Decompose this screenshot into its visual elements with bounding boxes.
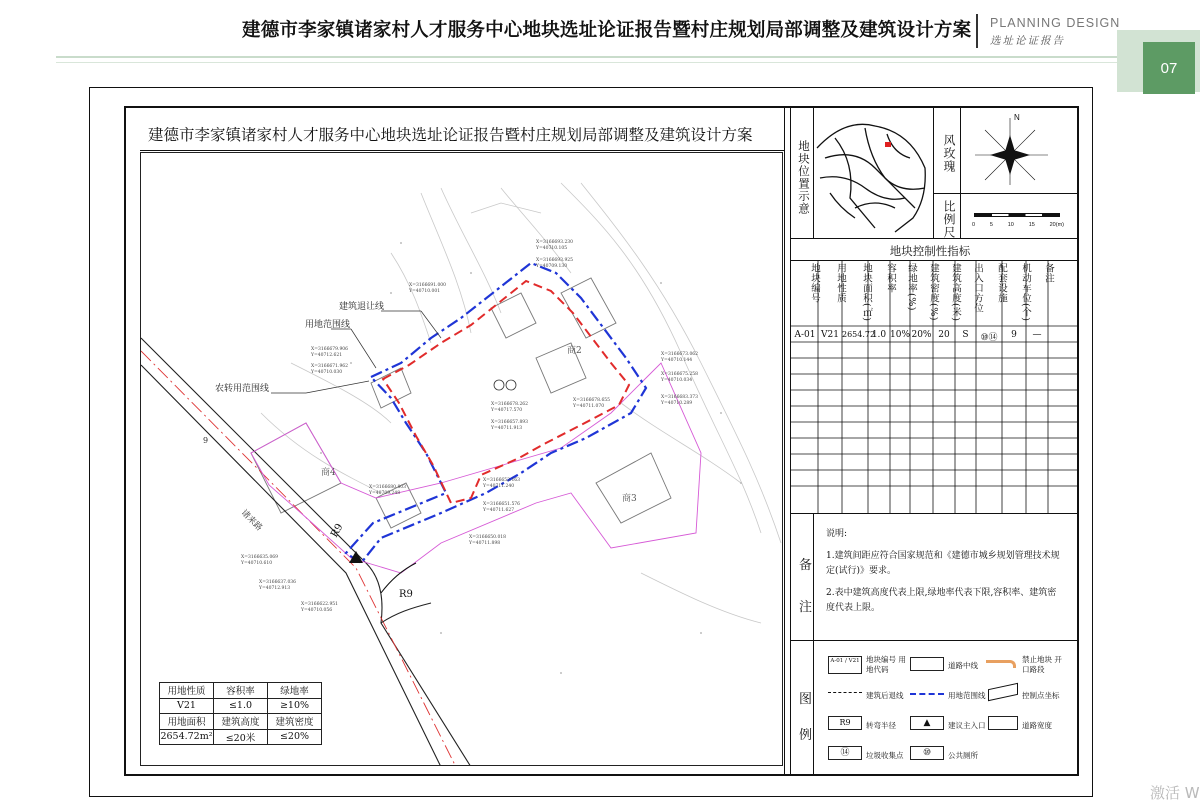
control-header: 建筑密度(%): [928, 263, 939, 321]
summary-cell: ≤20%: [268, 729, 322, 745]
control-value: 9: [1011, 330, 1017, 340]
scale-label: 比例尺: [942, 200, 956, 239]
control-header: 备注: [1043, 263, 1054, 283]
control-value: V21: [821, 330, 839, 340]
notes-body: [826, 527, 1061, 617]
summary-cell: 容积率: [214, 683, 268, 699]
location-label: 地块位置示意: [797, 140, 811, 215]
summary-cell: V21: [160, 698, 214, 714]
header-rule-thin: [56, 62, 1126, 63]
svg-text:X=3166679.906: X=3166679.906: [311, 347, 349, 352]
svg-text:X=3166678.655: X=3166678.655: [573, 398, 611, 403]
svg-text:X=3166693.230: X=3166693.230: [536, 240, 574, 245]
svg-text:X=3166637.036: X=3166637.036: [259, 580, 297, 585]
svg-text:X=3166651.576: X=3166651.576: [483, 502, 521, 507]
label-site-boundary: 用地范围线: [305, 320, 351, 330]
svg-text:Y=40712.913: Y=40712.913: [259, 586, 291, 591]
notes-label: 备注: [799, 558, 813, 615]
wind-rose-label: 风玫瑰: [942, 134, 956, 173]
legend-symbol-entrance: ▲: [910, 716, 944, 730]
svg-text:Y=40711.070: Y=40711.070: [573, 404, 605, 409]
control-value: ⑩⑭: [980, 333, 998, 343]
svg-text:Y=40710.001: Y=40710.001: [409, 289, 441, 294]
svg-text:Y=40710.610: Y=40710.610: [241, 561, 273, 566]
site-marker: [885, 142, 891, 147]
svg-text:Y=40712.621: Y=40712.621: [311, 353, 343, 358]
activation-watermark: 激活 W: [1150, 784, 1200, 802]
control-header: 建筑高度(米): [950, 263, 961, 322]
svg-text:Y=40710.144: Y=40710.144: [661, 358, 693, 363]
summary-cell: 建筑高度: [214, 714, 268, 730]
control-header: 出入口方位: [972, 263, 983, 313]
scale-tick: 15: [1028, 222, 1035, 228]
svg-text:Y=40711.240: Y=40711.240: [483, 484, 515, 489]
legend-symbol-no-entry: [986, 660, 1016, 668]
svg-text:X=3166693.925: X=3166693.925: [536, 258, 574, 263]
title-divider: [140, 150, 785, 151]
svg-text:X=3166650.018: X=3166650.018: [469, 535, 507, 540]
note-item: 2.表中建筑高度代表上限,绿地率代表下限,容积率、建筑密度代表上限。: [826, 587, 1057, 613]
legend-text: 建议主入口: [948, 721, 986, 730]
label-conversion-boundary: 农转用范围线: [215, 384, 270, 394]
panel-rule: [813, 513, 814, 776]
legend-text: 垃圾收集点: [866, 751, 904, 760]
legend-symbol-radius: R9: [828, 716, 862, 730]
page-header-title: 建德市李家镇诸家村人才服务中心地块选址论证报告暨村庄规划局部调整及建筑设计方案: [242, 20, 972, 41]
legend-symbol-garbage: ⑭: [828, 746, 862, 760]
panel-rule: [933, 106, 934, 238]
svg-text:Y=40711.627: Y=40711.627: [483, 508, 515, 513]
label-setback: 建筑退让线: [339, 302, 385, 312]
panel-rule: [813, 106, 814, 238]
label-building-2: 商2: [567, 346, 582, 356]
scale-tick: 5: [989, 222, 993, 228]
control-header: 地块编号: [809, 263, 820, 303]
site-plan: [140, 152, 783, 766]
road-width-label: 9: [203, 436, 209, 445]
legend-text: 转弯半径: [866, 721, 896, 730]
svg-text:X=3166680.803: X=3166680.803: [369, 485, 407, 490]
legend-text: 建筑后退线: [866, 691, 904, 700]
existing-buildings: [251, 278, 671, 528]
north-arrow-icon: [970, 110, 1060, 190]
svg-text:Y=40710.030: Y=40710.030: [311, 370, 343, 375]
control-value: A-01: [794, 330, 816, 340]
svg-text:X=3166657.893: X=3166657.893: [491, 420, 529, 425]
header-separator: [976, 14, 978, 48]
legend-text: 道路中线: [948, 661, 978, 670]
svg-text:Y=40711.898: Y=40711.898: [469, 541, 501, 546]
svg-text:Y=40717.570: Y=40717.570: [491, 408, 523, 413]
control-value: 10%: [890, 330, 911, 340]
svg-text:X=3166671.962: X=3166671.962: [311, 364, 349, 369]
summary-cell: ≤1.0: [214, 698, 268, 714]
label-radius-a: R9: [329, 521, 346, 540]
scale-tick: 20(m): [1049, 222, 1064, 228]
scale-tick: 10: [1007, 222, 1014, 228]
svg-text:X=3166622.951: X=3166622.951: [301, 602, 339, 607]
summary-cell: 绿地率: [268, 683, 322, 699]
location-map: [815, 108, 931, 236]
legend-symbol-setback: [828, 692, 862, 696]
panel-rule: [960, 106, 961, 238]
legend-text: 公共厕所: [948, 751, 978, 760]
scale-bar: [974, 213, 1060, 217]
summary-cell: 用地性质: [160, 683, 214, 699]
garbage-marker: [506, 380, 516, 390]
legend-symbol-toilet: ⑩: [910, 746, 944, 760]
summary-cell: ≥10%: [268, 698, 322, 714]
label-building-4: 商4: [321, 468, 336, 478]
control-header: 机动车位(个): [1020, 263, 1031, 322]
control-table-title: 地块控制性指标: [889, 244, 971, 258]
notes-heading: 说明:: [826, 529, 848, 539]
control-value: S: [962, 330, 969, 340]
coordinate-callouts: [240, 239, 698, 613]
north-label: N: [1014, 113, 1020, 122]
summary-cell: ≤20米: [214, 729, 268, 745]
svg-text:X=3166653.163: X=3166653.163: [483, 478, 521, 483]
label-radius-b: R9: [399, 589, 413, 600]
legend-text: 禁止地块 开口路段: [1022, 655, 1062, 674]
svg-text:X=3166678.262: X=3166678.262: [491, 402, 529, 407]
control-header: 容积率: [885, 263, 896, 293]
sheet-title: 建德市李家镇诸家村人才服务中心地块选址论证报告暨村庄规划局部调整及建筑设计方案: [148, 126, 753, 144]
svg-text:Y=40710.105: Y=40710.105: [536, 246, 568, 251]
site-plan-drawing: [141, 153, 783, 766]
svg-text:X=3166691.000: X=3166691.000: [409, 283, 447, 288]
panel-rule: [790, 238, 1079, 239]
legend-symbol-boundary: [910, 693, 944, 695]
svg-text:Y=40711.913: Y=40711.913: [491, 426, 523, 431]
legend-text: 地块编号 用地代码: [866, 655, 906, 674]
note-item: 1.建筑间距应符合国家规范和《建德市城乡规划管理技术规定(试行)》要求。: [826, 550, 1060, 576]
control-header: 地块面积(㎡): [861, 263, 872, 322]
control-value: 2654.72: [842, 330, 876, 339]
brand-subtitle: 选址论证报告: [990, 35, 1065, 47]
legend-text: 用地范围线: [948, 691, 986, 700]
svg-text:Y=40710.289: Y=40710.289: [661, 401, 693, 406]
summary-cell: 2654.72m²: [160, 729, 214, 745]
control-header: 用地性质: [835, 263, 846, 303]
svg-text:X=3166683.373: X=3166683.373: [661, 395, 699, 400]
control-header: 配套设施: [996, 263, 1007, 303]
panel-divider: [784, 106, 785, 776]
site-boundary: [346, 263, 646, 563]
control-header: 绿地率(%): [906, 263, 917, 311]
label-building-3: 商3: [622, 494, 637, 504]
scale-tick: 0: [972, 222, 976, 228]
svg-text:Y=40709.248: Y=40709.248: [369, 491, 401, 496]
page-number-badge: 07: [1143, 42, 1195, 94]
svg-text:X=3166675.258: X=3166675.258: [661, 372, 699, 377]
brand-english: PLANNING DESIGN: [990, 16, 1121, 30]
header-rule: [56, 56, 1146, 58]
control-value: 1.0: [871, 330, 887, 340]
control-value: 20%: [911, 330, 932, 340]
toilet-marker: [494, 380, 504, 390]
control-value: —: [1032, 330, 1042, 340]
legend-symbol-road-width: [988, 716, 1018, 730]
summary-cell: 用地面积: [160, 714, 214, 730]
legend-symbol-centerline: [910, 657, 944, 671]
legend-label: 图例: [799, 692, 813, 743]
scale-ticks: [972, 222, 1064, 228]
legend-text: 道路宽度: [1022, 721, 1052, 730]
legend-symbol-parcel: A-01 / V21: [828, 656, 862, 674]
summary-cell: 建筑密度: [268, 714, 322, 730]
panel-rule: [933, 193, 1079, 194]
control-value: 20: [938, 330, 950, 340]
legend-text: 控制点坐标: [1022, 691, 1060, 700]
svg-text:Y=40710.056: Y=40710.056: [301, 608, 333, 613]
svg-text:X=3166673.062: X=3166673.062: [661, 352, 699, 357]
svg-text:Y=40710.034: Y=40710.034: [661, 378, 693, 383]
svg-text:X=3166635.069: X=3166635.069: [241, 555, 279, 560]
svg-text:Y=40709.130: Y=40709.130: [536, 264, 568, 269]
road-name: 诸来路: [238, 508, 264, 534]
summary-table: [159, 682, 322, 745]
panel-rule: [790, 640, 1079, 641]
panel-rule: [790, 513, 1079, 514]
